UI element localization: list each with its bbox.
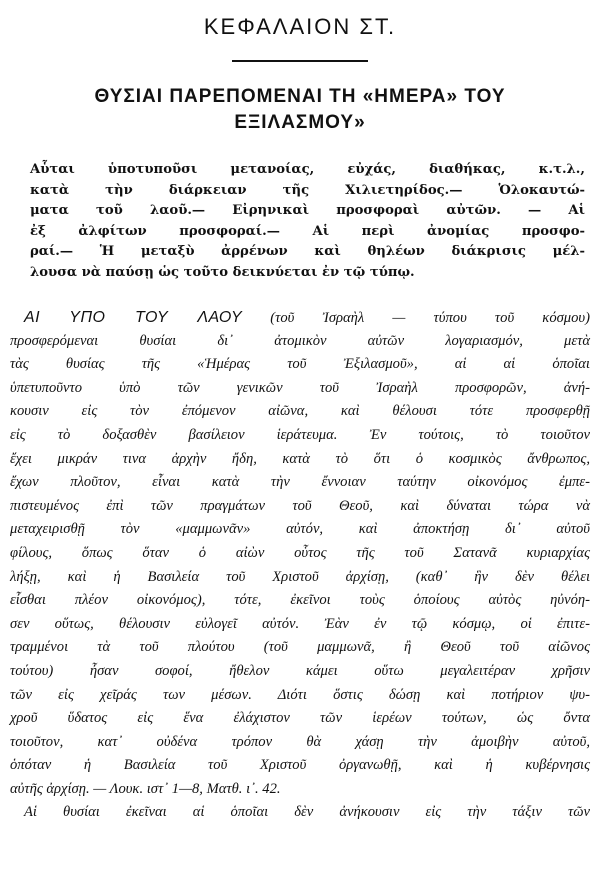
body-line: μεταχειρισθῇ τὸν «μαμμωνᾶν» αὐτόν, καὶ ἀποκτήσῃ δι᾽ αὐτοῦ [10,521,590,538]
body-line: τούτου) ἦσαν σοφοί, ἤθελον κάμει οὕτω μεγαλειτέραν χρῆσιν [10,662,590,679]
summary-line: ἐξ ἀλφίτων προσφοραί.— Αἱ περὶ ἀνομίας προσφο- [30,223,585,239]
body-final-line: Αἱ θυσίαι ἐκεῖναι αἱ ὁποῖαι δὲν ἀνήκουσιν εἰς τὴν τάξιν τῶν [24,804,590,821]
body-line: χροῦ ὕδατος εἰς ἕνα ἐλάχιστον τῶν ἱερέων τούτων, ὡς ὄντα [10,710,590,727]
body-line: πιστευμένος ἐπὶ τῶν πραγμάτων τοῦ Θεοῦ, καὶ δύναται τώρα νὰ [10,497,590,514]
body-line: εἰς τὸ δοξασθὲν βασίλειον ἱεράτευμα. Ἐν τούτοις, τὸ τοιοῦτον [10,426,590,443]
chapter-heading: ΚΕΦΑΛΑΙΟΝ ΣΤ. [203,14,397,39]
body-line: τοιοῦτον, κατ᾽ οὐδένα τρόπον θὰ χάσῃ τὴν ἀμοιβὴν αὐτοῦ, [10,733,590,750]
section-title-line-1: ΘΥΣΙΑΙ ΠΑΡΕΠΟΜΕΝΑΙ ΤΗ «ΗΜΕΡΑ» ΤΟΥ [94,86,506,107]
opening-rest: (τοῦ Ἰσραὴλ — τύπου τοῦ κόσμου) [270,310,590,326]
body-line: ἔχει μικράν τινα ἀρχὴν ἤδη, κατὰ τὸ ὅτι ὁ κοσμικὸς ἄνθρωπος, [10,450,590,467]
chapter-summary [30,160,585,283]
body-line: προσφερόμεναι θυσίαι δι᾽ ἀτομικὸν αὐτῶν λογαριασμόν, μετὰ [10,332,590,349]
body-line: φίλους, ὅπως ὅταν ὁ αἰὼν οὗτος τῆς τοῦ Σατανᾶ κυριαρχίας [10,544,590,561]
body-line: λήξῃ, καὶ ἡ Βασιλεία τοῦ Χριστοῦ ἀρχίσῃ, (καθ᾽ ἣν δὲν θέλει [10,568,590,585]
heading-rule [232,60,368,62]
body-line: τὰς θυσίας τῆς «Ἡμέρας τοῦ Ἐξιλασμοῦ», αἱ αἱ ὁποῖαι [10,356,590,373]
section-title-line-2: ΕΞΙΛΑΣΜΟΥ» [234,112,366,133]
body-line: τραμμένοι τὰ τοῦ πλούτου (τοῦ μαμμωνᾶ, ἢ Θεοῦ τοῦ αἰῶνος [10,639,590,656]
body-line: ὁπόταν ἡ Βασιλεία τοῦ Χριστοῦ ὀργανωθῇ, καὶ ἡ κυβέρνησις [10,757,590,774]
summary-line: κατὰ τὴν διάρκειαν τῆς Χιλιετηρίδος.— Ὁλοκαυτώ- [30,182,585,198]
summary-line: ραί.— Ἡ μεταξὺ ἀρρένων καὶ θηλέων διάκρισις μέλ- [30,244,585,259]
body-line: εἶσθαι πλέον οἰκονόμος), τότε, ἐκεῖνοι τοὺς ὁποίους αὐτὸς ηὐνόη- [10,592,590,609]
opening-words: ΑΙ ΥΠΟ ΤΟΥ ΛΑΟΥ [24,309,243,326]
body-line: σεν οὕτως, θέλουσιν εὐλογεῖ αὐτόν. Ἐὰν ἐν τῷ κόσμῳ, οἱ ἐπιτε- [10,615,590,632]
body-line-citation: αὐτῆς ἀρχίσῃ. — Λουκ. ιστ᾽ 1—8, Ματθ. ι᾽. 42. [10,780,281,797]
body-line: κουσιν εἰς τὸν ἐπόμενον αἰῶνα, καὶ θέλουσι τότε προσφερθῇ [10,403,590,420]
body-line: τῶν εἰς χεῖράς των μέσων. Διότι ὅστις δώσῃ καὶ ποτήριον ψυ- [10,686,590,703]
body-first-line [10,306,590,330]
body-line: ὑπετυποῦντο ὑπὸ τῶν γενικῶν τοῦ Ἰσραὴλ προσφορῶν, ἀνή- [10,379,590,396]
body-line: ἔχων πλοῦτον, εἶναι κατὰ τὴν ἔννοιαν ταύτην οἰκονόμος ἐμπε- [10,474,590,491]
summary-line: λουσα νὰ παύσῃ ὡς τοῦτο δεικνύεται ἐν τῷ τύπῳ. [30,264,415,280]
summary-line: Αὗται ὑποτυποῦσι μετανοίας, εὐχάς, διαθήκας, κ.τ.λ., [30,162,585,177]
summary-line: ματα τοῦ λαοῦ.— Εἰρηνικαὶ προσφοραὶ αὐτῶν. — Αἱ [30,203,585,218]
body-text [10,306,590,825]
section-title [20,84,580,136]
